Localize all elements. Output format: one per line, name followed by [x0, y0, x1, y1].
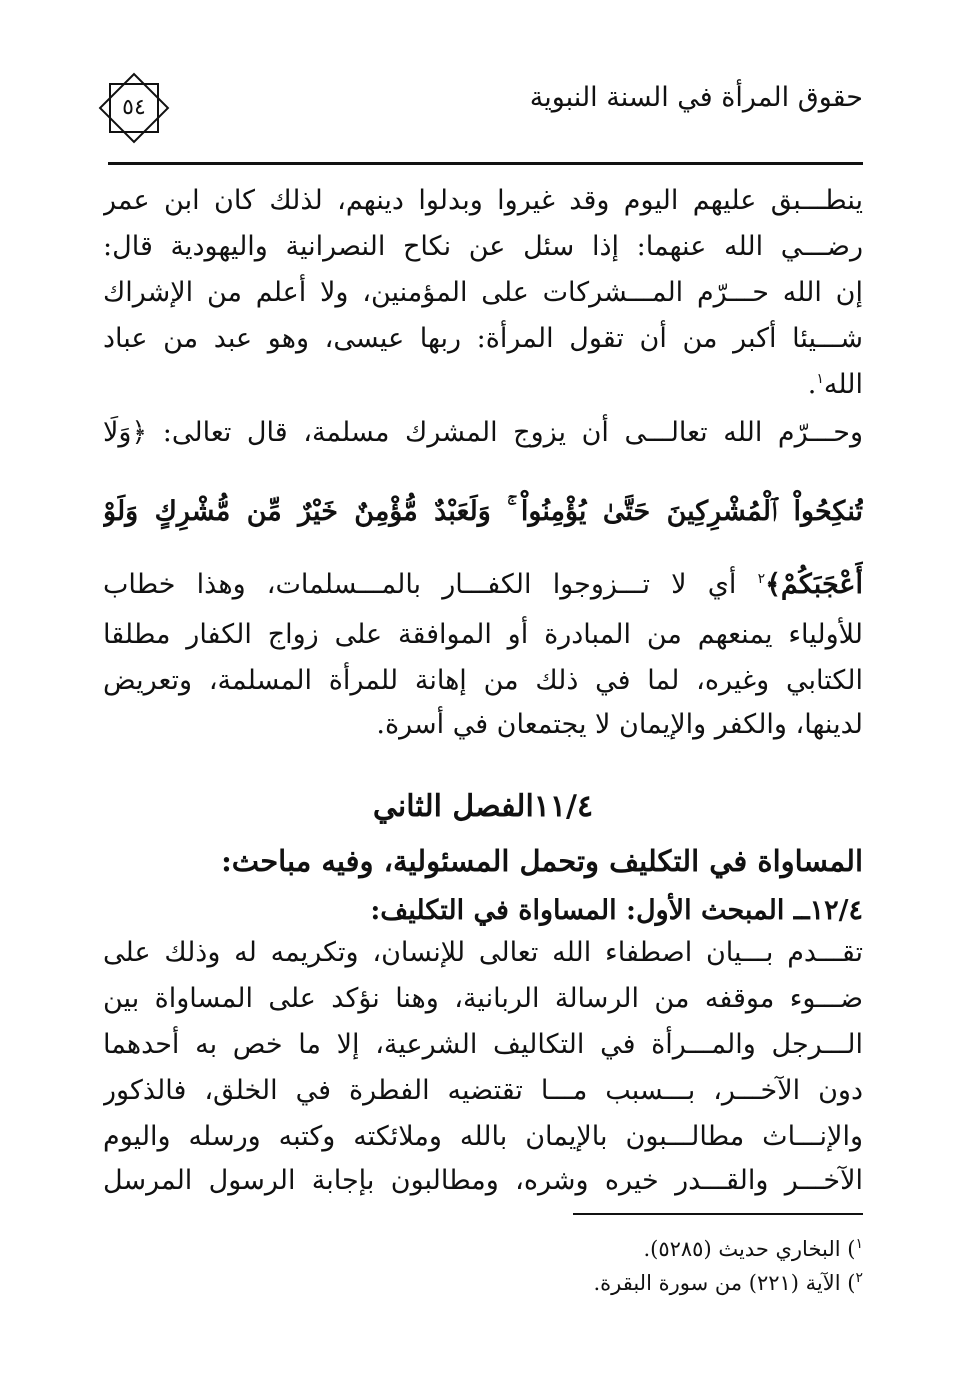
- running-title: حقوق المرأة في السنة النبوية: [529, 82, 863, 113]
- footnote: $^١$) البخاري حديث (٥٢٨٥).: [643, 1236, 863, 1261]
- text-line: [103, 556, 863, 602]
- text-line: للأولياء يمنعهم من المبادرة أو الموافقة على زواج الكفار مطلقا: [103, 619, 863, 650]
- text-line: دون الآخـــر، بـــسبب مـــا تقتضيه الفطرة في الخلق، فالذكور: [103, 1075, 863, 1106]
- text-line: الكتابي وغيره، لما في ذلك من إهانة للمرأة المسلمة، وتعريض: [103, 665, 863, 696]
- footnote-number: ١: [855, 1236, 863, 1252]
- footnote-number: ٢: [855, 1270, 863, 1286]
- footnote-ref: ١: [816, 371, 824, 387]
- quran-verse-end: أَعْجَبَكُمْ﴾: [765, 569, 863, 600]
- footnote-text: البخاري حديث (٥٢٨٥).: [643, 1237, 841, 1261]
- text-line: رضـــي الله عنهما: إذا سئل عن نكاح النصرانية واليهودية قال:: [103, 231, 863, 262]
- text-line: تقـــدم بـــيان اصطفاء الله تعالى للإنسان، وتكريمه له وذلك على: [103, 937, 863, 968]
- chapter-subtitle: المساواة في التكليف وتحمل المسئولية، وفيه مباحث:: [221, 844, 863, 878]
- text-line: ضـــوء موقفه من الرسالة الربانية، وهنا نؤكد على المساواة بين: [103, 983, 863, 1014]
- text-line: إن الله حـــرّم المـــشركات على المؤمنين، ولا أعلم من الإشراك: [103, 277, 863, 308]
- section-heading: ١٢/٤ــ المبحث الأول: المساواة في التكليف:: [370, 895, 863, 926]
- text-line: الآخـــر والقـــدر خيره وشره، ومطالبون بإجابة الرسول المرسل: [103, 1165, 863, 1196]
- text-line: الـــرجل والمـــرأة في التكاليف الشرعية، إلا ما خص به أحدهما: [103, 1029, 863, 1060]
- text-line: والإنـــاث مطالـــبون بالإيمان بالله وملائكته وكتبه ورسله واليوم: [103, 1121, 863, 1152]
- text-line: الله$^١$.: [807, 369, 863, 400]
- header-rule: [108, 162, 863, 165]
- footnote-ref: ٢: [757, 571, 766, 587]
- text-line: شـــيئا أكبر من أن تقول المرأة: ربها عيسى، وهو عبد من عباد: [103, 323, 863, 354]
- page-number: ٥٤: [122, 95, 146, 120]
- text-fragment: الله: [823, 369, 863, 400]
- footnote-rule: [573, 1213, 863, 1215]
- footnote-text: الآية (٢٢١) من سورة البقرة.: [593, 1271, 841, 1295]
- page-number-badge: [96, 70, 172, 146]
- text-fragment: أي لا تـــزوجوا الكفـــار بالمـــسلمات، وهذا خطاب: [103, 569, 737, 600]
- footnote: $^٢$) الآية (٢٢١) من سورة البقرة.: [593, 1270, 863, 1295]
- chapter-heading: ١١/٤الفصل الثاني: [372, 789, 594, 824]
- text-line: ينطـــبق عليهم اليوم وقد غيروا وبدلوا دينهم، لذلك كان ابن عمر: [103, 185, 863, 216]
- quran-verse-line: تُنكِحُواْ ٱلْمُشْرِكِينَ حَتَّىٰ يُؤْمِنُواْ ۚ وَلَعَبْدٌ مُّؤْمِنٌ خَيْرٌ مِّن مُّشْرِكٍ وَلَوْ: [103, 496, 863, 527]
- text-line: وحـــرّم الله تعالـــى أن يزوج المشرك مسلمة، قال تعالى: ﴿وَلَا: [103, 417, 863, 448]
- text-line: لدينها، والكفر والإيمان لا يجتمعان في أسرة.: [376, 709, 863, 740]
